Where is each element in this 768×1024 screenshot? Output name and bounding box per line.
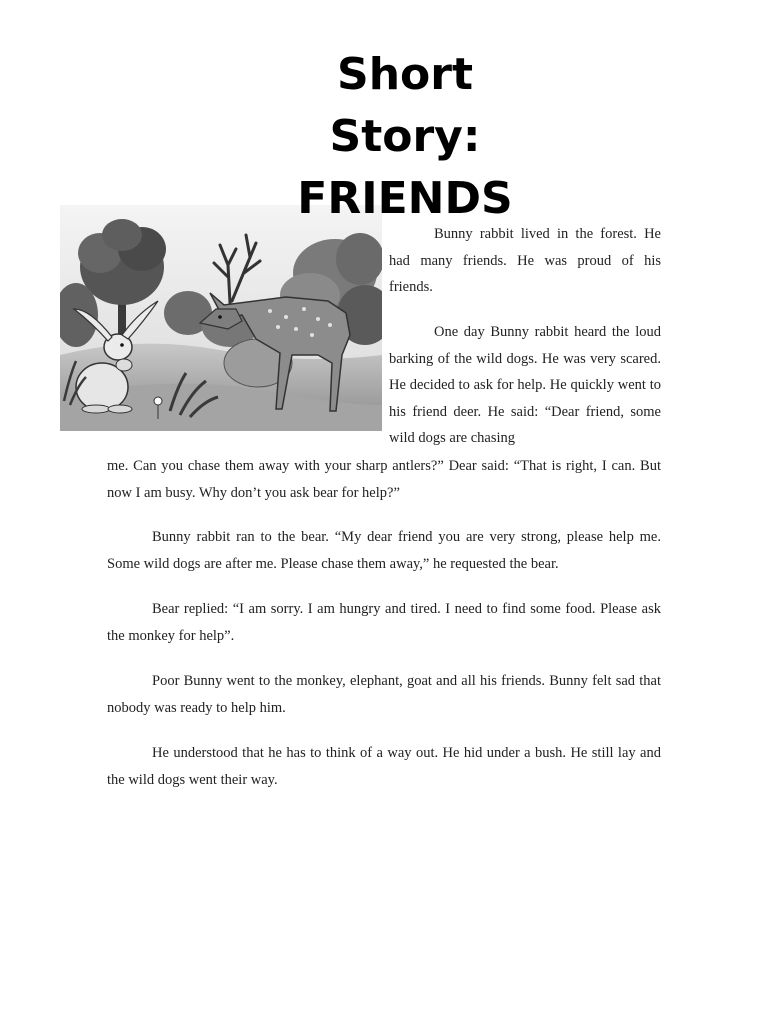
paragraph-text: He understood that he has to think of a way out. He hid under a bush. He still lay and the wild dogs went their way. (107, 745, 661, 788)
story-paragraph-3 (107, 524, 661, 577)
story-paragraph-2-continued (107, 453, 661, 506)
paragraph-text: Bunny rabbit lived in the forest. He had many friends. He was proud of his friends. (389, 226, 661, 295)
title-line-2: Story: (329, 111, 481, 162)
story-paragraph-2 (389, 319, 661, 452)
story-paragraph-1 (389, 221, 661, 301)
page-title (280, 44, 530, 230)
paragraph-text: Poor Bunny went to the monkey, elephant, goat and all his friends. Bunny felt sad that nobody was ready to help him. (107, 673, 661, 716)
paragraph-text: One day Bunny rabbit heard the loud barking of the wild dogs. He was very scared. He decided to ask for help. He quickly went to his friend deer. He said: “Dear friend, some wild dogs are chasing (389, 324, 661, 446)
paragraph-text: Bear replied: “I am sorry. I am hungry and tired. I need to find some food. Please ask the monkey for help”. (107, 601, 661, 644)
story-paragraph-5 (107, 668, 661, 721)
title-line-1: Short (337, 49, 473, 100)
story-illustration (60, 205, 382, 431)
title-line-3: FRIENDS (297, 173, 513, 224)
paragraph-text: Bunny rabbit ran to the bear. “My dear friend you are very strong, please help me. Some wild dogs are after me. Please chase them away,” he requested the bear. (107, 529, 661, 572)
story-paragraph-6 (107, 740, 661, 793)
story-paragraph-4 (107, 596, 661, 649)
paragraph-text: me. Can you chase them away with your sharp antlers?” Dear said: “That is right, I can. But now I am busy. Why don’t you ask bear for help?” (107, 458, 661, 501)
